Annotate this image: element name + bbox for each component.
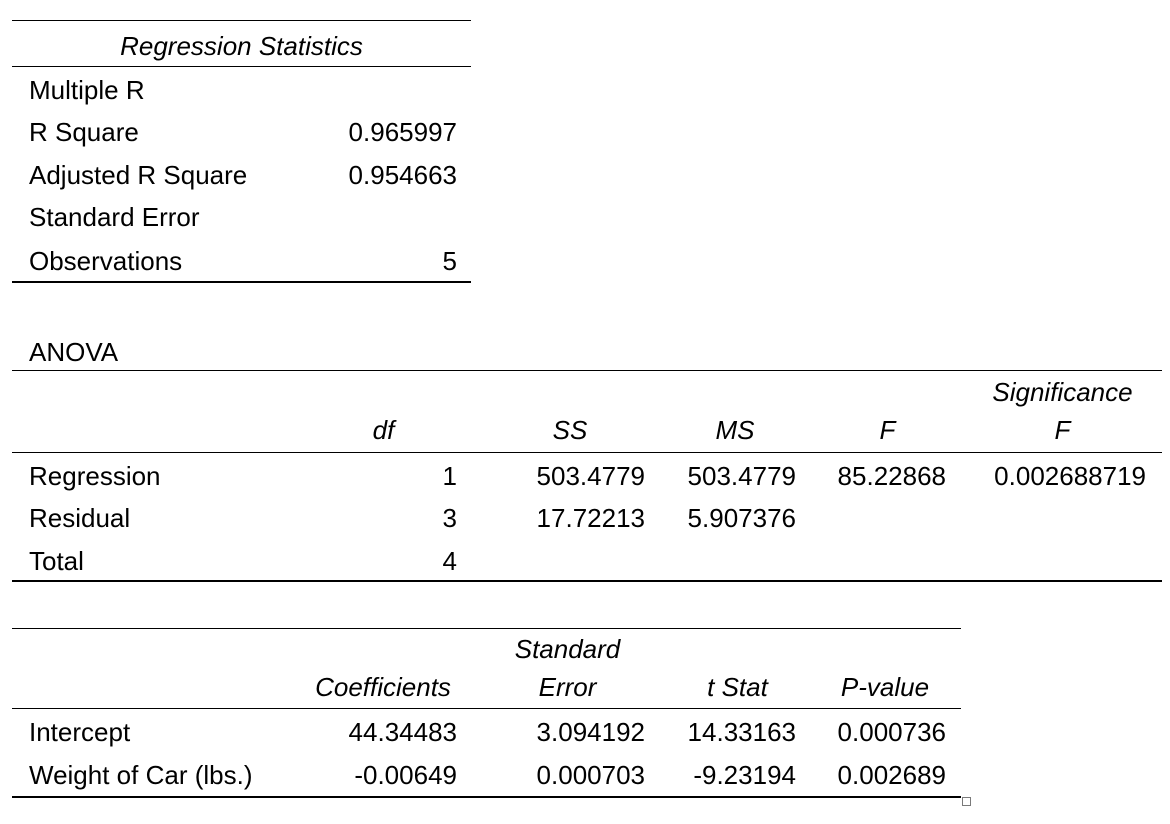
standard-error-value: 3.094192 — [536, 717, 645, 747]
f-value — [800, 542, 946, 580]
column-header-standard-error: Standard — [514, 634, 621, 664]
stat-value: 0.954663 — [348, 160, 457, 190]
table-bottom-rule — [12, 281, 471, 283]
ms-value: 5.907376 — [687, 503, 796, 533]
row-label: Weight of Car (lbs.) — [29, 760, 253, 790]
p-value-value: 0.000736 — [837, 717, 946, 747]
column-header-p-value: P-value — [840, 672, 930, 702]
row-label: Intercept — [29, 717, 131, 747]
column-header-significance-f: F — [1054, 415, 1071, 445]
row-label: Total — [29, 546, 84, 576]
resize-handle[interactable] — [962, 797, 971, 806]
ss-value — [495, 542, 645, 580]
t-stat-value: -9.23194 — [693, 760, 796, 790]
f-value: 85.22868 — [837, 461, 946, 491]
anova-title: ANOVA — [29, 337, 119, 367]
stat-label: Adjusted R Square — [29, 160, 248, 190]
stat-value — [310, 198, 457, 236]
df-value: 1 — [442, 461, 457, 491]
df-value: 4 — [442, 546, 457, 576]
p-value-value: 0.002689 — [837, 760, 946, 790]
header-rule — [12, 708, 961, 709]
stat-value: 5 — [442, 246, 457, 276]
table-top-rule — [12, 628, 961, 629]
ms-value — [650, 542, 796, 580]
header-rule — [12, 66, 471, 67]
table-top-rule — [12, 20, 471, 21]
t-stat-value: 14.33163 — [687, 717, 796, 747]
ss-value: 503.4779 — [536, 461, 645, 491]
stat-label: R Square — [29, 117, 139, 147]
regression-statistics-title: Regression Statistics — [120, 31, 363, 61]
significance-f-value — [960, 499, 1146, 537]
stat-value — [310, 71, 457, 109]
column-header-f: F — [879, 415, 896, 445]
table-bottom-rule — [12, 796, 961, 798]
significance-f-value: 0.002688719 — [994, 461, 1146, 491]
row-label: Residual — [29, 503, 131, 533]
standard-error-value: 0.000703 — [536, 760, 645, 790]
column-header-ss: SS — [552, 415, 588, 445]
table-bottom-rule — [12, 580, 1162, 582]
column-header-ms: MS — [715, 415, 755, 445]
f-value — [800, 499, 946, 537]
column-header-t-stat: t Stat — [707, 672, 768, 702]
table-top-rule — [12, 370, 1162, 371]
ss-value: 17.72213 — [536, 503, 645, 533]
header-rule — [12, 452, 1162, 453]
stat-label: Standard Error — [29, 202, 200, 232]
df-value: 3 — [442, 503, 457, 533]
stat-label: Multiple R — [29, 75, 145, 105]
significance-f-value — [960, 542, 1146, 580]
column-header-coefficients: Coefficients — [315, 672, 451, 702]
column-header-significance-f: Significance — [992, 377, 1133, 407]
column-header-df: df — [372, 415, 395, 445]
ms-value: 503.4779 — [687, 461, 796, 491]
stat-label: Observations — [29, 246, 183, 276]
coefficient-value: -0.00649 — [354, 760, 457, 790]
row-label: Regression — [29, 461, 161, 491]
coefficient-value: 44.34483 — [348, 717, 457, 747]
column-header-standard-error: Error — [538, 672, 597, 702]
stat-value: 0.965997 — [348, 117, 457, 147]
